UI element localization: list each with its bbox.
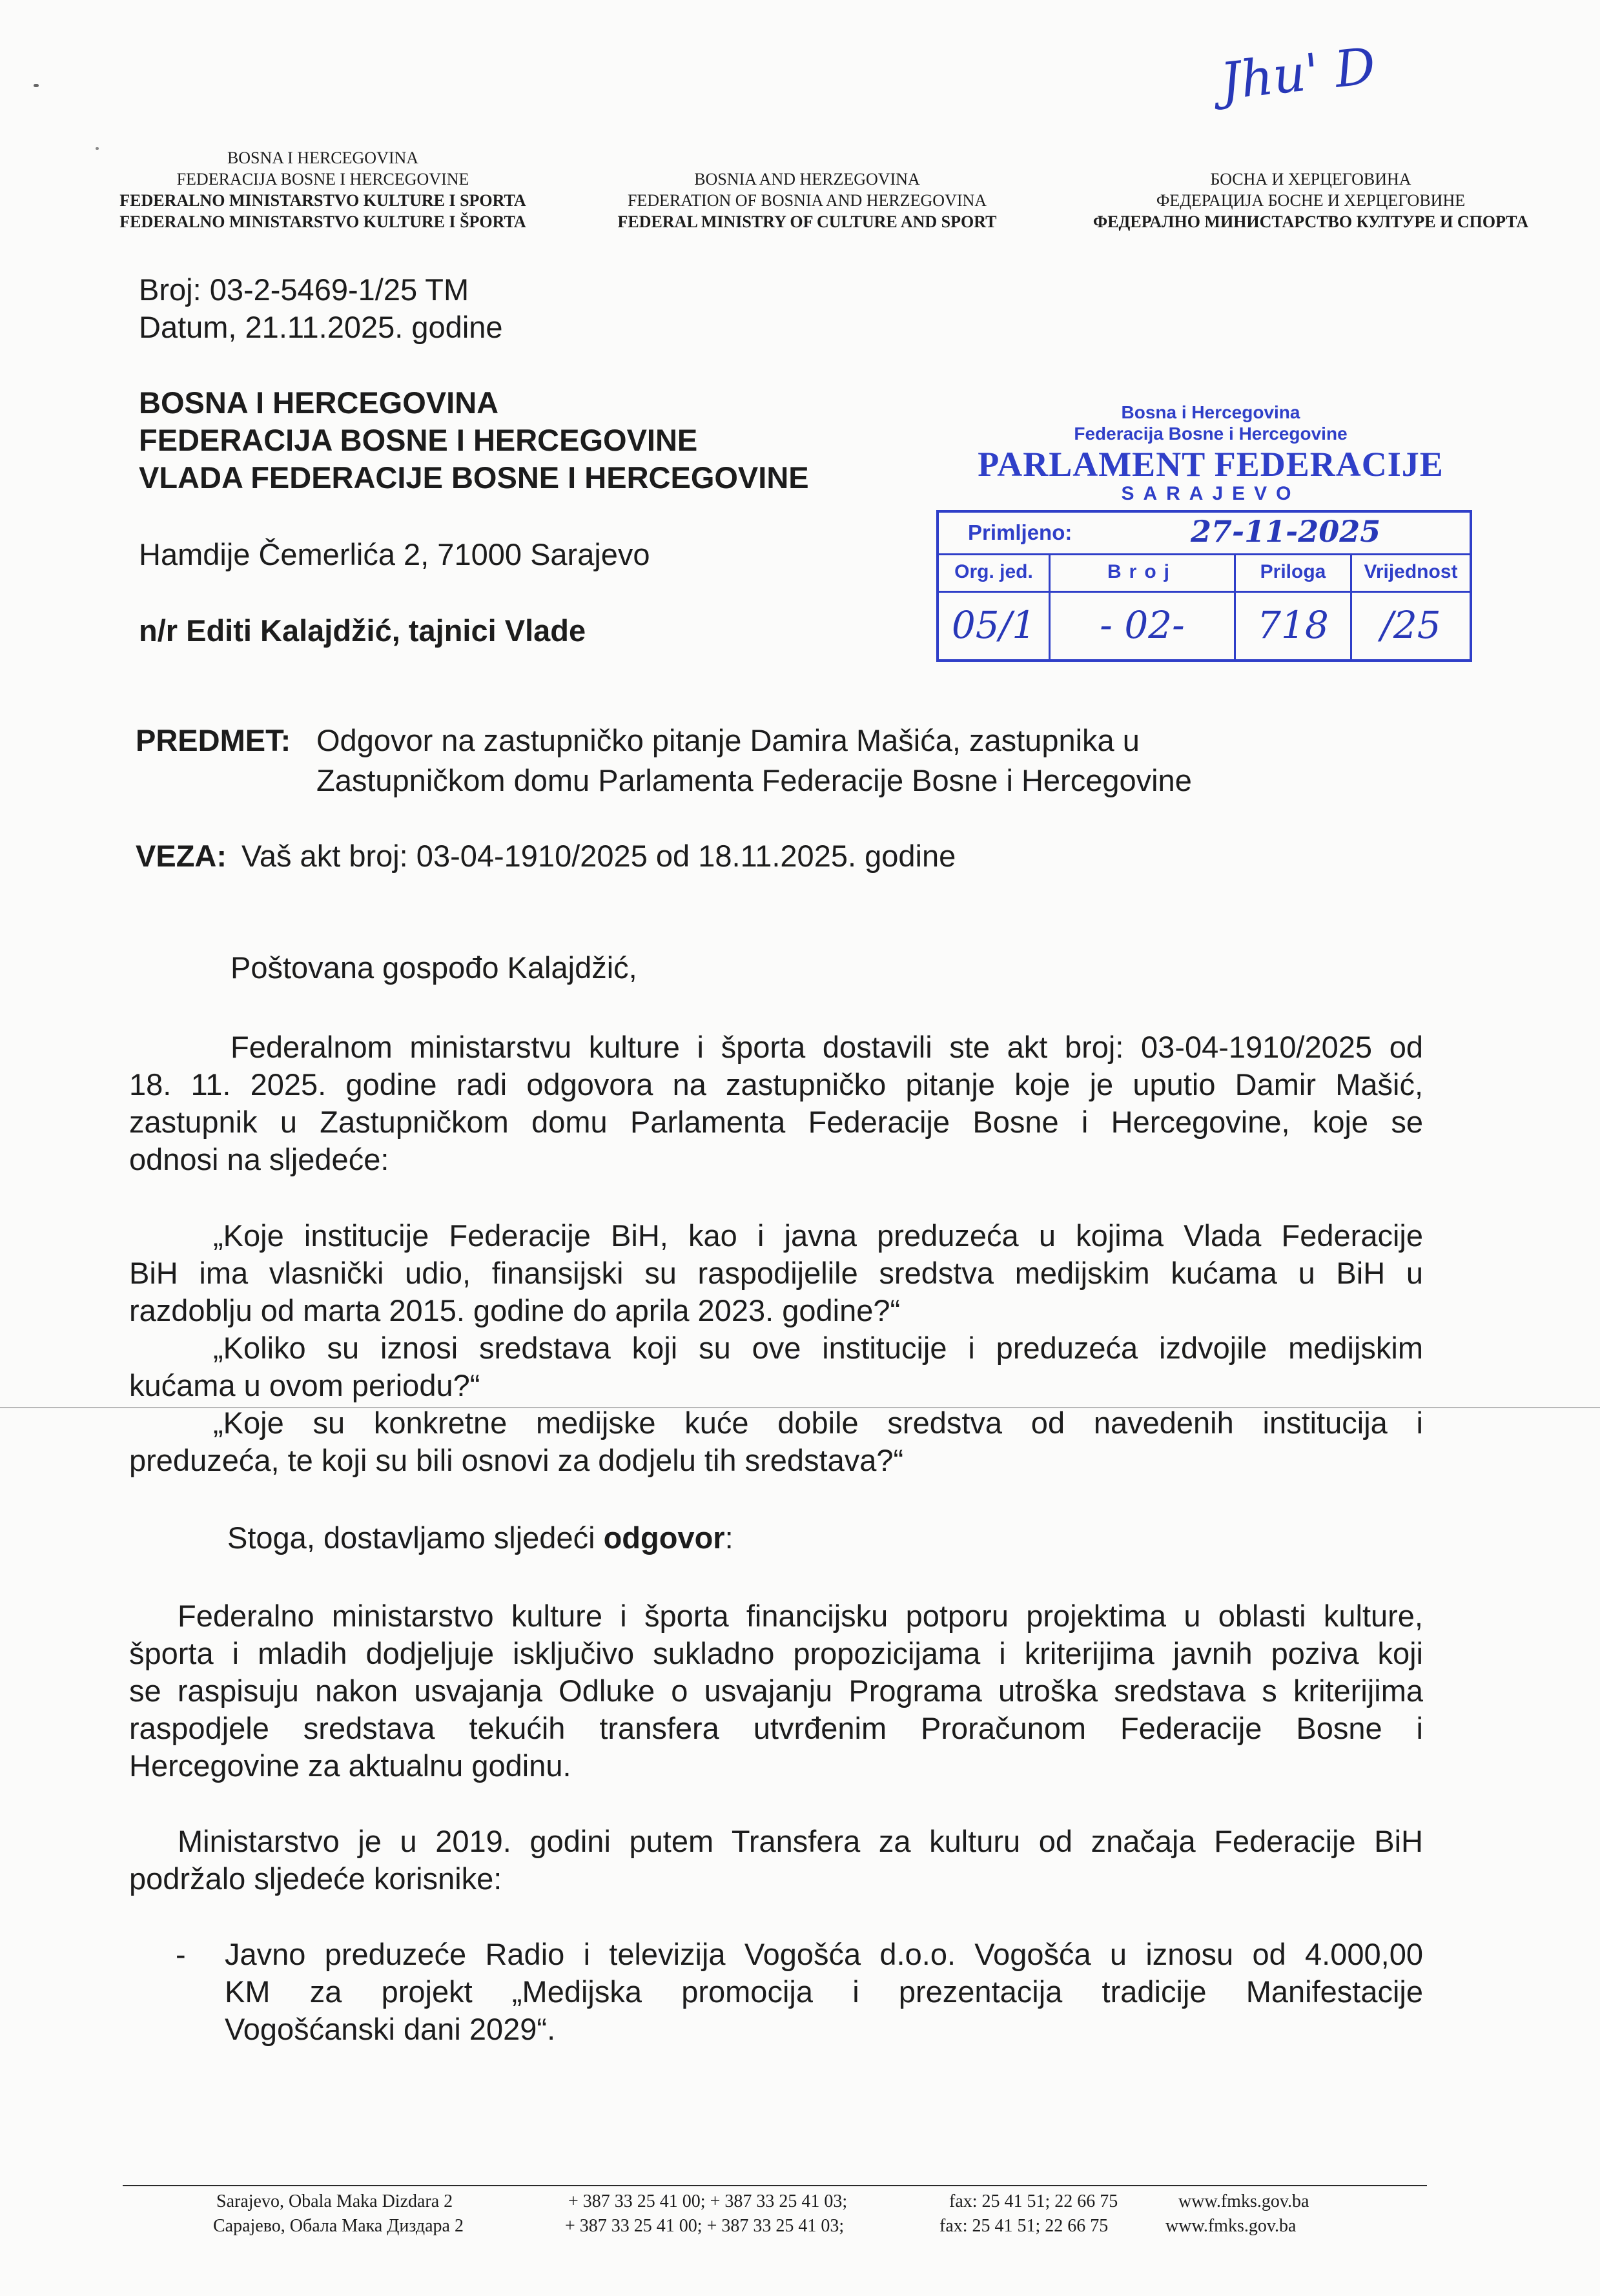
paragraph-line: Federalnom ministarstvu kulture i športa dostavili ste akt broj: 03-04-1910/2025 od bbox=[231, 1030, 1423, 1064]
recipient-attention: n/r Editi Kalajdžić, tajnici Vlade bbox=[139, 613, 586, 648]
question-line: „Koje institucije Federacije BiH, kao i javna preduzeća u kojima Vlada Federacije bbox=[213, 1218, 1423, 1253]
link-text: Vaš akt broj: 03-04-1910/2025 od 18.11.2025. godine bbox=[241, 839, 956, 873]
stamp-title: PARLAMENT FEDERACIJE bbox=[978, 445, 1444, 484]
paragraph-line: podržalo sljedeće korisnike: bbox=[129, 1861, 502, 1896]
letterhead-ministry: FEDERALNO MINISTARSTVO KULTURE I ŠPORTA bbox=[119, 212, 526, 231]
paragraph-line: Ministarstvo je u 2019. godini putem Transfera za kulturu od značaja Federacije BiH bbox=[178, 1824, 1423, 1858]
reference-number: Broj: 03-2-5469-1/25 TM bbox=[139, 272, 469, 307]
stamp-val-org: 05/1 bbox=[939, 591, 1051, 659]
footer-phone: + 387 33 25 41 00; + 387 33 25 41 03; bbox=[565, 2216, 845, 2236]
answer-intro bbox=[227, 1519, 733, 1556]
footer-phone: + 387 33 25 41 00; + 387 33 25 41 03; bbox=[568, 2191, 848, 2211]
letterhead-ministry: FEDERAL MINISTRY OF CULTURE AND SPORT bbox=[617, 212, 997, 231]
letterhead-english bbox=[575, 169, 1040, 232]
letterhead-bosnian bbox=[84, 147, 562, 232]
stamp-col-priloga: Priloga bbox=[1236, 553, 1352, 591]
stamp-val-priloga: 718 bbox=[1236, 591, 1352, 659]
question-line: „Koje su konkretne medijske kuće dobile sredstva od navedenih institucija i bbox=[213, 1406, 1423, 1440]
stamp-values-row bbox=[939, 591, 1470, 659]
footer-address: Sarajevo, Obala Maka Dizdara 2 bbox=[216, 2191, 453, 2211]
stamp-received-date: 27-11-2025 bbox=[1191, 514, 1381, 549]
letterhead-ministry: ФЕДЕРАЛНО МИНИСТАРСТВО КУЛТУРЕ И СПОРТА bbox=[1092, 212, 1529, 231]
paragraph-line: Hercegovine za aktualnu godinu. bbox=[129, 1748, 571, 1783]
stamp-col-vrijednost: Vrijednost bbox=[1364, 561, 1458, 582]
footer-divider bbox=[123, 2185, 1427, 2186]
stamp-received-label: Primljeno: bbox=[968, 520, 1072, 544]
question-line: razdoblju od marta 2015. godine do aprila 2023. godine?“ bbox=[129, 1293, 901, 1327]
letterhead-country: BOSNIA AND HERZEGOVINA bbox=[694, 170, 920, 189]
footer-fax: fax: 25 41 51; 22 66 75 bbox=[939, 2216, 1109, 2236]
subject-text: Zastupničkom domu Parlamenta Federacije Bosne i Hercegovine bbox=[316, 763, 1192, 797]
letterhead-federation: FEDERACIJA BOSNE I HERCEGOVINE bbox=[176, 170, 469, 189]
salutation: Poštovana gospođo Kalajdžić, bbox=[231, 950, 637, 985]
scan-speck bbox=[34, 84, 39, 87]
answer-word: odgovor bbox=[603, 1521, 725, 1555]
paragraph-line: odnosi na sljedeće: bbox=[129, 1142, 389, 1176]
recipient-address: Hamdije Čemerlića 2, 71000 Sarajevo bbox=[139, 537, 650, 571]
handwritten-note: Jhu' D bbox=[1217, 37, 1379, 112]
answer-intro-text: Stoga, dostavljamo sljedeći bbox=[227, 1521, 595, 1555]
letterhead-country: BOSNA I HERCEGOVINA bbox=[227, 149, 419, 167]
stamp-val-broj: - 02- bbox=[1051, 591, 1236, 659]
question-line: BiH ima vlasnički udio, finansijski su raspodijelile sredstva medijskim kućama u BiH u bbox=[129, 1256, 1423, 1290]
bullet-line: KM za projekt „Medijska promocija i prezentacija tradicije Manifestacije bbox=[225, 1974, 1423, 2009]
question-line: preduzeća, te koji su bili osnovi za dodjelu tih sredstava?“ bbox=[129, 1443, 904, 1477]
letterhead-ministry: FEDERALNO MINISTARSTVO KULTURE I SPORTA bbox=[119, 191, 526, 210]
bullet-line: Javno preduzeće Radio i televizija Vogošća d.o.o. Vogošća u iznosu od 4.000,00 bbox=[225, 1937, 1423, 1971]
stamp-col-org: Org. jed. bbox=[939, 553, 1051, 591]
link-label: VEZA: bbox=[136, 839, 227, 873]
paragraph-line: športa i mladih dodjeljuje isključivo sukladno propozicijama i kriterijima javnih poziva koji bbox=[129, 1636, 1423, 1670]
footer-address: Сарајево, Обала Мака Диздара 2 bbox=[213, 2216, 464, 2236]
subject-text: Odgovor na zastupničko pitanje Damira Mašića, zastupnika u bbox=[316, 723, 1140, 757]
stamp-line: Federacija Bosne i Hercegovine bbox=[1074, 424, 1348, 444]
bullet-line: Vogošćanski dani 2029“. bbox=[225, 2012, 556, 2046]
stamp-col-broj: Broj bbox=[1051, 553, 1236, 591]
bullet-dash: - bbox=[176, 1937, 186, 1971]
question-line: „Koliko su iznosi sredstava koji su ove institucije i preduzeća izdvojile medijskim bbox=[213, 1331, 1423, 1365]
letterhead-country: БОСНА И ХЕРЦЕГОВИНА bbox=[1210, 170, 1411, 189]
paragraph-line: raspodjele sredstava tekućih transfera utvrđenim Proračunom Federacije Bosne i bbox=[129, 1711, 1423, 1745]
footer-web: www.fmks.gov.ba bbox=[1178, 2191, 1309, 2211]
stamp-line: Bosna i Hercegovina bbox=[1121, 402, 1300, 422]
paragraph-line: Federalno ministarstvo kulture i športa financijsku potporu projektima u oblasti kulture, bbox=[178, 1599, 1423, 1633]
stamp-val-vrijednost: /25 bbox=[1380, 603, 1441, 647]
footer-fax: fax: 25 41 51; 22 66 75 bbox=[949, 2191, 1118, 2211]
letterhead-cyrillic bbox=[1046, 169, 1575, 232]
letterhead-federation: ФЕДЕРАЦИЈА БОСНЕ И ХЕРЦЕГОВИНЕ bbox=[1156, 191, 1466, 210]
answer-colon: : bbox=[724, 1521, 733, 1555]
footer-web: www.fmks.gov.ba bbox=[1165, 2216, 1297, 2236]
question-line: kućama u ovom periodu?“ bbox=[129, 1368, 480, 1402]
stamp-table bbox=[936, 510, 1472, 662]
paragraph-line: 18. 11. 2025. godine radi odgovora na zastupničko pitanje koje je uputio Damir Mašić, bbox=[129, 1067, 1423, 1102]
recipient-line: VLADA FEDERACIJE BOSNE I HERCEGOVINE bbox=[139, 460, 809, 495]
paragraph-line: zastupnik u Zastupničkom domu Parlamenta Federacije Bosne i Hercegovine, koje se bbox=[129, 1105, 1423, 1139]
subject-label: PREDMET: bbox=[136, 723, 291, 757]
letterhead-federation: FEDERATION OF BOSNIA AND HERZEGOVINA bbox=[627, 191, 987, 210]
recipient-line: FEDERACIJA BOSNE I HERCEGOVINE bbox=[139, 423, 698, 457]
stamp-header-row bbox=[939, 553, 1470, 593]
reference-date: Datum, 21.11.2025. godine bbox=[139, 310, 503, 344]
paragraph-line: se raspisuju nakon usvajanja Odluke o usvajanju Programa utroška sredstava s kriterijima bbox=[129, 1674, 1423, 1708]
stamp-received-row bbox=[939, 513, 1470, 555]
recipient-line: BOSNA I HERCEGOVINA bbox=[139, 385, 499, 420]
stamp-city: SARAJEVO bbox=[1121, 483, 1300, 504]
